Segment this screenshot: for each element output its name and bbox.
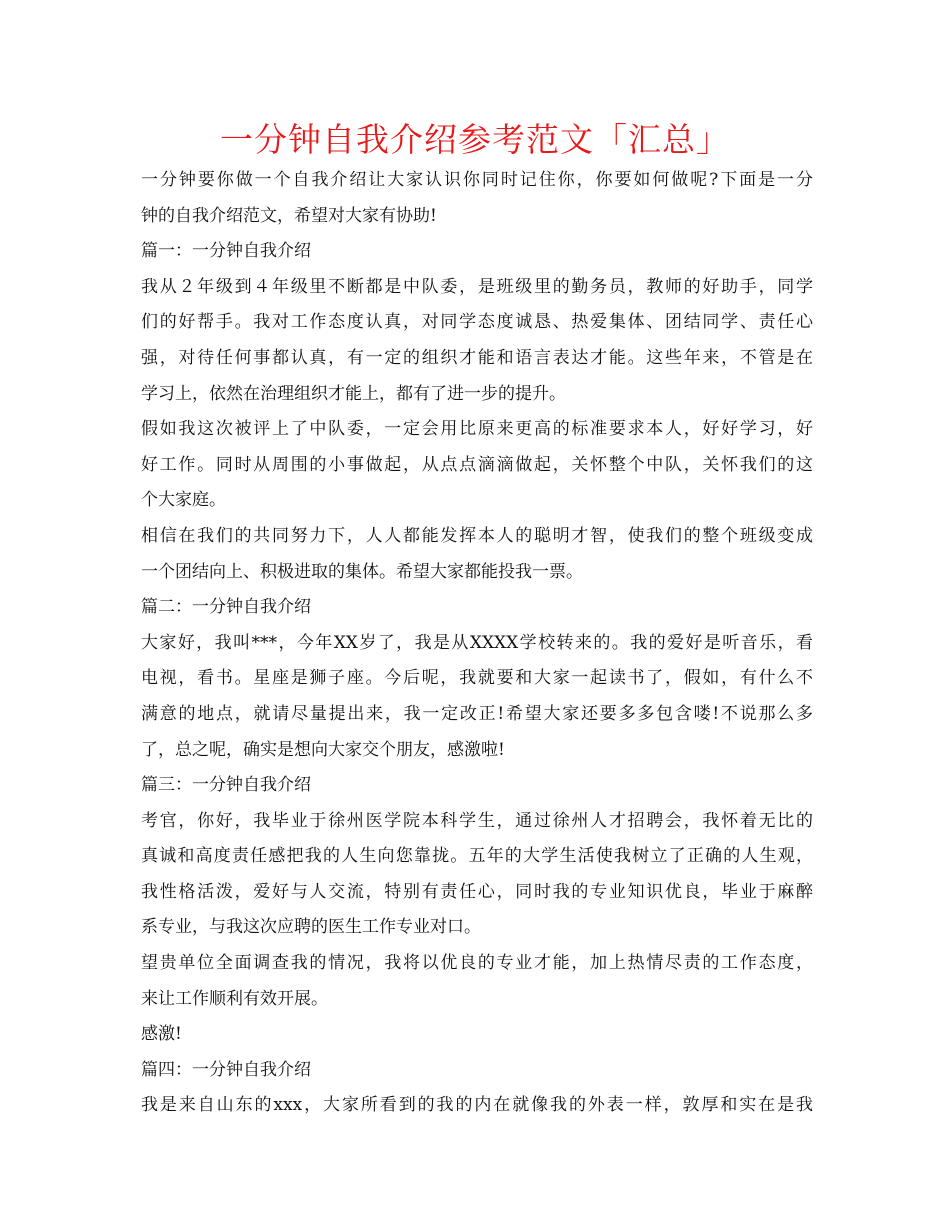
paragraph-line: 我是来自山东的xxx，大家所看到的我的内在就像我的外表一样，敦厚和实在是我 [141,1095,813,1116]
section-heading: 篇二：一分钟自我介绍 [141,597,311,618]
document-title: 一分钟自我介绍参考范文「汇总」 [220,120,730,159]
paragraph-line: 满意的地点，就请尽量提出来，我一定改正!希望大家还要多多包含喽!不说那么多 [141,703,813,724]
paragraph-line: 相信在我们的共同努力下，人人都能发挥本人的聪明才智，使我们的整个班级变成 [141,525,813,546]
paragraph-line: 我性格活泼，爱好与人交流，特别有责任心，同时我的专业知识优良，毕业于麻醉 [141,881,813,902]
paragraph-line: 钟的自我介绍范文，希望对大家有协助! [141,205,437,226]
paragraph-line: 假如我这次被评上了中队委，一定会用比原来更高的标准要求本人，好好学习，好 [141,419,813,440]
section-heading: 篇一：一分钟自我介绍 [141,241,311,262]
paragraph-line: 系专业，与我这次应聘的医生工作专业对口。 [141,917,481,938]
paragraph-line: 好工作。同时从周围的小事做起，从点点滴滴做起，关怀整个中队，关怀我们的这 [141,454,813,475]
paragraph-line: 一分钟要你做一个自我介绍让大家认识你同时记住你，你要如何做呢?下面是一分 [141,170,813,190]
section-heading: 篇三：一分钟自我介绍 [141,775,311,796]
document-body [141,163,813,1124]
paragraph-line: 了，总之呢，确实是想向大家交个朋友，感激啦! [141,739,505,760]
paragraph-line: 来让工作顺利有效开展。 [141,988,328,1009]
paragraph-line: 一个团结向上、积极进取的集体。希望大家都能投我一票。 [141,561,583,582]
section-heading: 篇四：一分钟自我介绍 [141,1059,311,1080]
paragraph-line: 望贵单位全面调查我的情况，我将以优良的专业才能，加上热情尽责的工作态度， [141,953,813,974]
paragraph-line: 强，对待任何事都认真，有一定的组织才能和语言表达才能。这些年来，不管是在 [141,347,813,368]
paragraph-line: 考官，你好，我毕业于徐州医学院本科学生，通过徐州人才招聘会，我怀着无比的 [141,810,813,831]
paragraph-line: 大家好，我叫***，今年XX岁了，我是从XXXX学校转来的。我的爱好是听音乐，看 [141,632,813,653]
paragraph-line: 学习上，依然在治理组织才能上，都有了进一步的提升。 [141,383,566,404]
paragraph-line: 我从２年级到４年级里不断都是中队委，是班级里的勤务员，教师的好助手，同学 [141,276,813,297]
paragraph-line: 个大家庭。 [141,490,226,511]
paragraph-line: 感激! [141,1024,182,1045]
paragraph-line: 电视，看书。星座是狮子座。今后呢，我就要和大家一起读书了，假如，有什么不 [141,668,813,689]
paragraph-line: 们的好帮手。我对工作态度认真，对同学态度诚恳、热爱集体、团结同学、责任心 [141,312,813,333]
paragraph-line: 真诚和高度责任感把我的人生向您靠拢。五年的大学生活使我树立了正确的人生观， [141,846,813,867]
